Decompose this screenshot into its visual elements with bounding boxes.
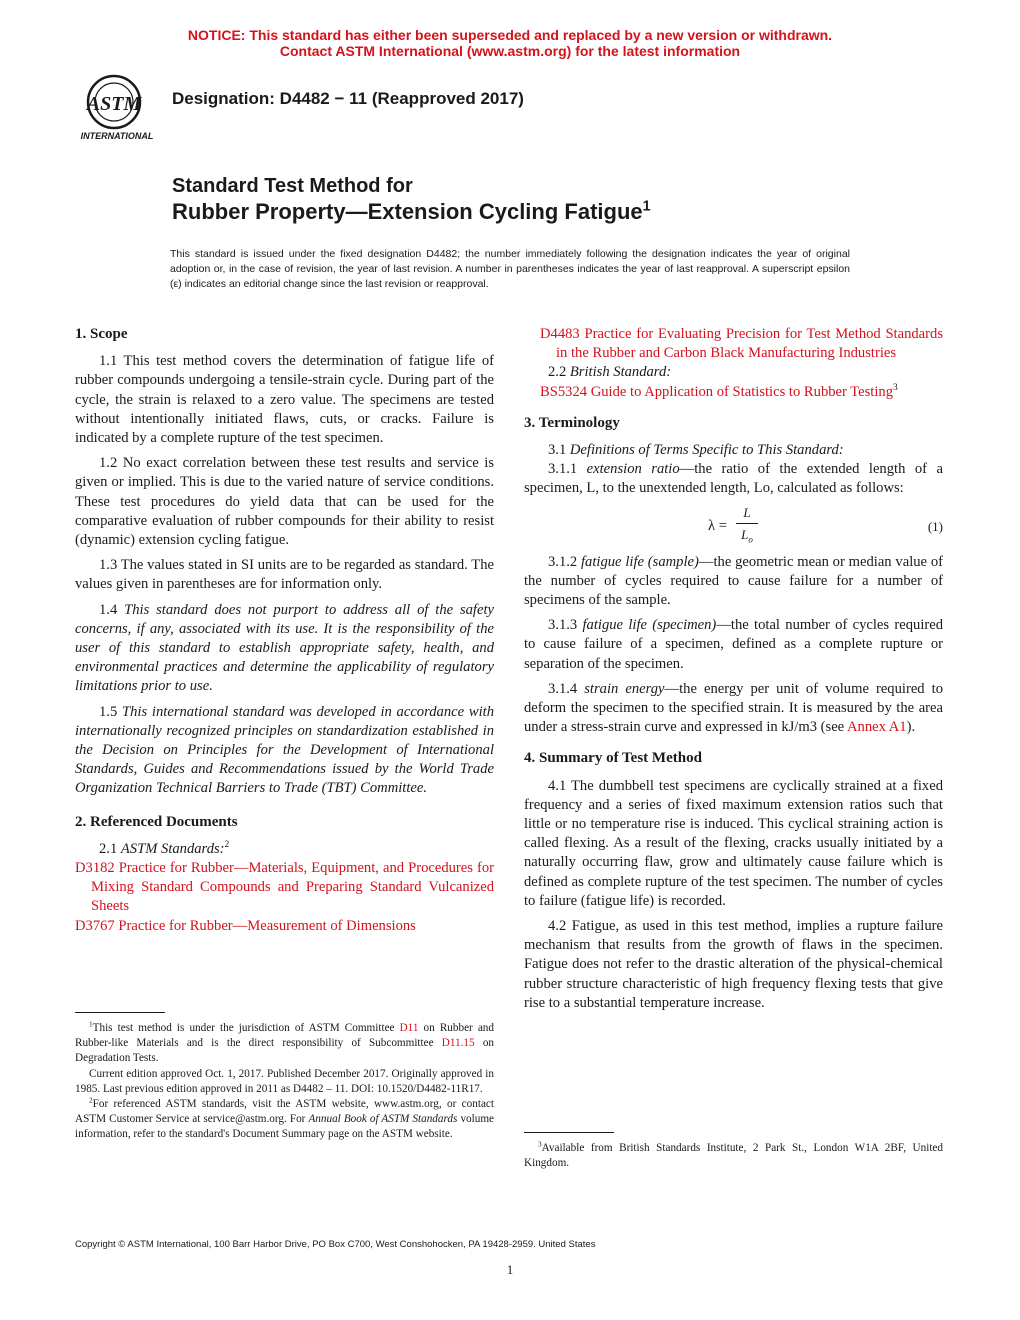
copyright-line: Copyright © ASTM International, 100 Barr Harbor Drive, PO Box C700, West Conshohocken, PA 19428-2959. United States [75, 1239, 596, 1250]
footnote-2-text-b: volume information, refer to the standard's Document Summary page on the ASTM website. [75, 1113, 494, 1141]
footnotes-left [75, 1021, 494, 1143]
equation-numerator: L [743, 504, 751, 520]
equation-fraction-bar [736, 523, 758, 524]
para-2-1 [75, 840, 494, 859]
para-1-4 [75, 601, 494, 697]
footnote-2-text-a: For referenced ASTM standards, visit the ASTM website, www.astm.org, or contact ASTM Customer Service at service@astm.org. For [75, 1098, 494, 1126]
para-2-2-text: British Standard: [569, 364, 672, 381]
footnote-1-text-b: on Rubber and Rubber-like Materials and is the direct responsibility of Subcommittee [75, 1022, 494, 1050]
footnote-3-text: Available from British Standards Institute, 2 Park St., London W1A 2BF, United Kingdom. [524, 1142, 943, 1170]
footnote-3-marker: 3 [538, 1140, 542, 1149]
footnote-2 [75, 1097, 494, 1143]
footnote-1 [75, 1021, 494, 1067]
ref-d4483[interactable] [524, 325, 943, 363]
section-1-heading: 1. Scope [75, 326, 128, 342]
ref-d3182[interactable] [75, 859, 494, 917]
ref-d3767[interactable] [75, 917, 494, 936]
footnote-1-edition: Current edition approved Oct. 1, 2017. Published December 2017. Originally approved in 1985. Last previous edition approved in 2011 as D4482 – 11. DOI: 10.1520/D4482-11R17. [75, 1067, 494, 1095]
footnote-3 [524, 1141, 943, 1171]
para-3-1-4 [524, 680, 943, 738]
astm-logo [74, 72, 164, 144]
footnotes-right [524, 1141, 943, 1171]
footnote-rule-left [75, 1012, 165, 1013]
para-3-1-2-text: —the geometric mean or median value of the number of cycles required to cause failure for a number of specimens of the sample. [524, 553, 943, 609]
footnote-2-marker: 2 [89, 1096, 93, 1105]
issuance-statement: This standard is issued under the fixed designation D4482; the number immediately following the designation indicates the year of original adoption or, in the case of revision, the year of last revision. A number in parentheses indicates the year of last reapproval. A superscript epsilon (ε) indicates an editorial change since the last revision or reapproval. [170, 248, 850, 290]
ref-d3767-title[interactable]: Practice for Rubber—Measurement of Dimensions [114, 917, 416, 934]
subcommittee-d11-15-link[interactable]: D11.15 [441, 1037, 475, 1050]
para-3-1-4-number: 3.1.4 [548, 680, 585, 697]
ref-d3182-title[interactable]: Practice for Rubber—Materials, Equipment, and Procedures for Mixing Standard Compounds and Preparing Standard Vulcanized Sheets [91, 860, 494, 915]
section-3-heading: 3. Terminology [524, 414, 620, 431]
ref-d3767-code[interactable]: D3767 [75, 917, 115, 934]
footnote-rule-right [524, 1132, 614, 1133]
para-3-1-3-number: 3.1.3 [548, 617, 583, 634]
footnote-1-text-a: This test method is under the jurisdiction of ASTM Committee [92, 1022, 400, 1034]
para-3-1-3 [524, 616, 943, 674]
para-2-2 [524, 363, 943, 382]
para-1-5 [75, 703, 494, 799]
para-3-1-text: Definitions of Terms Specific to This Standard: [569, 442, 844, 459]
svg-text:ASTM: ASTM [86, 93, 142, 115]
equation-denominator-base: L [741, 526, 749, 542]
supersession-notice [0, 27, 1020, 59]
term-fatigue-life-specimen: fatigue life (specimen) [582, 617, 717, 634]
footnote-1-text-c: on Degradation Tests. [75, 1037, 495, 1065]
committee-d11-link[interactable]: D11 [399, 1022, 419, 1034]
ref-d4483-code[interactable]: D4483 [540, 326, 580, 342]
ref-d4483-title[interactable]: Practice for Evaluating Precision for Test Method Standards in the Rubber and Carbon Black Manufacturing Industries [556, 326, 943, 362]
equation-1 [524, 503, 943, 549]
astm-logo-mark [74, 72, 164, 144]
ref-bs5324[interactable] [524, 383, 943, 402]
footnote-2-italic: Annual Book of ASTM Standards [308, 1113, 458, 1126]
annex-a1-link[interactable]: Annex A1 [847, 719, 907, 736]
para-1-3: 1.3 The values stated in SI units are to be regarded as standard. The values given in parentheses are for information only. [75, 557, 494, 593]
term-strain-energy: strain energy [584, 680, 665, 697]
para-1-5-number: 1.5 [99, 703, 123, 720]
equation-lhs: λ = [708, 517, 727, 534]
para-3-1-1-number: 3.1.1 [548, 461, 587, 478]
para-2-1-number: 2.1 [99, 840, 121, 857]
right-column [524, 325, 943, 1019]
para-1-2: 1.2 No exact correlation between these test results and service is given or implied. This is due to the varied nature of service conditions. These test procedures do yield data that can be used for the comparative evaluation of rubber compounds for their ability to resist (dynamic) extension cycling fatigue. [75, 455, 494, 549]
ref-bs5324-title[interactable]: Guide to Application of Statistics to Rubber Testing [587, 383, 894, 400]
para-1-4-text: This standard does not purport to address all of the safety concerns, if any, associated with its use. It is the responsibility of the user of this standard to establish appropriate safety, health, and environmental practices and determine the applicability of regulatory limitations prior to use. [75, 601, 494, 695]
para-2-1-text: ASTM Standards: [120, 840, 225, 857]
notice-line-1: NOTICE: This standard has either been superseded and replaced by a new version or withdrawn. [187, 27, 833, 43]
ref-bs5324-code[interactable]: BS5324 [540, 383, 588, 400]
para-3-1-1-text: —the ratio of the extended length of a specimen, L, to the unextended length, Lo, calculated as follows: [524, 461, 943, 497]
equation-denominator-sub: o [748, 534, 753, 545]
para-3-1-3-text: —the total number of cycles required to cause failure of a specimen, defined as a complete rupture or separation of the specimen. [524, 617, 944, 672]
svg-text:INTERNATIONAL: INTERNATIONAL [80, 131, 154, 141]
footnote-1-marker: 1 [89, 1020, 93, 1029]
title-line-2 [172, 198, 651, 226]
title-footnote-ref: 1 [642, 198, 651, 215]
ref-bs5324-footnote-ref: 3 [893, 382, 898, 393]
section-4-heading: 4. Summary of Test Method [524, 750, 702, 767]
left-column [75, 325, 494, 936]
para-2-1-footnote-ref: 2 [224, 840, 230, 851]
designation: Designation: D4482 − 11 (Reapproved 2017) [172, 89, 524, 108]
title-line-2-text: Rubber Property—Extension Cycling Fatigue [172, 199, 643, 224]
notice-line-2: Contact ASTM International (www.astm.org) for the latest information [279, 43, 741, 59]
para-4-1: 4.1 The dumbbell test specimens are cyclically strained at a fixed frequency and a series of fixed maximum extension ratios such that little or no temperature rise is induced. This cyclical straining action is called flexing. As a result of the flexing, cracks usually initiated by a naturally occurring flaw, grow and ultimately cause failure which is defined as complete rupture of the test specimen. The number of cycles to failure (fatigue life) is recorded. [524, 777, 943, 909]
para-1-5-text: This international standard was developed in accordance with internationally recognized principles on standardization established in the Decision on Principles for the Development of International Standards, Guides and Recommendations issued by the World Trade Organization Technical Barriers to Trade (TBT) Committee. [75, 703, 495, 797]
para-1-1: 1.1 This test method covers the determination of fatigue life of rubber compounds undergoing a tensile-strain cycle. During part of the cycle, the strain is relaxed to a zero value. The specimens are tested without intentionally initiated flaws, cuts, or cracks. Failure is indicated by a complete rupture of the test specimen. [75, 353, 494, 447]
title-line-1: Standard Test Method for [172, 175, 413, 197]
term-extension-ratio: extension ratio [586, 461, 680, 478]
para-3-1-2 [524, 553, 943, 611]
para-3-1-2-number: 3.1.2 [548, 553, 581, 570]
section-2-heading: 2. Referenced Documents [75, 813, 238, 830]
para-3-1-1 [524, 460, 943, 498]
equation-number: (1) [927, 518, 943, 534]
para-3-1 [524, 441, 943, 460]
para-1-4-number: 1.4 [99, 601, 125, 618]
page-number: 1 [506, 1262, 514, 1277]
equation-denominator [736, 525, 758, 550]
para-4-2: 4.2 Fatigue, as used in this test method, implies a rupture failure mechanism that results from the growth of flaws in the specimen. Fatigue does not refer to the drastic alteration of the physical-chemical rubber structure characteristic of high frequency flexing tests that give rise to a substantial temperature increase. [524, 918, 943, 1011]
ref-d3182-code[interactable]: D3182 [75, 860, 115, 877]
para-3-1-number: 3.1 [548, 442, 570, 459]
para-2-2-number: 2.2 [548, 364, 570, 381]
document-title [172, 174, 651, 226]
para-3-1-4-end: ). [906, 719, 916, 736]
para-3-1-4-text: —the energy per unit of volume required to deform the specimen to the specified strain. It is measured by the area under a stress-strain curve and expressed in kJ/m3 (see [524, 680, 943, 736]
term-fatigue-life-sample: fatigue life (sample) [581, 553, 699, 570]
